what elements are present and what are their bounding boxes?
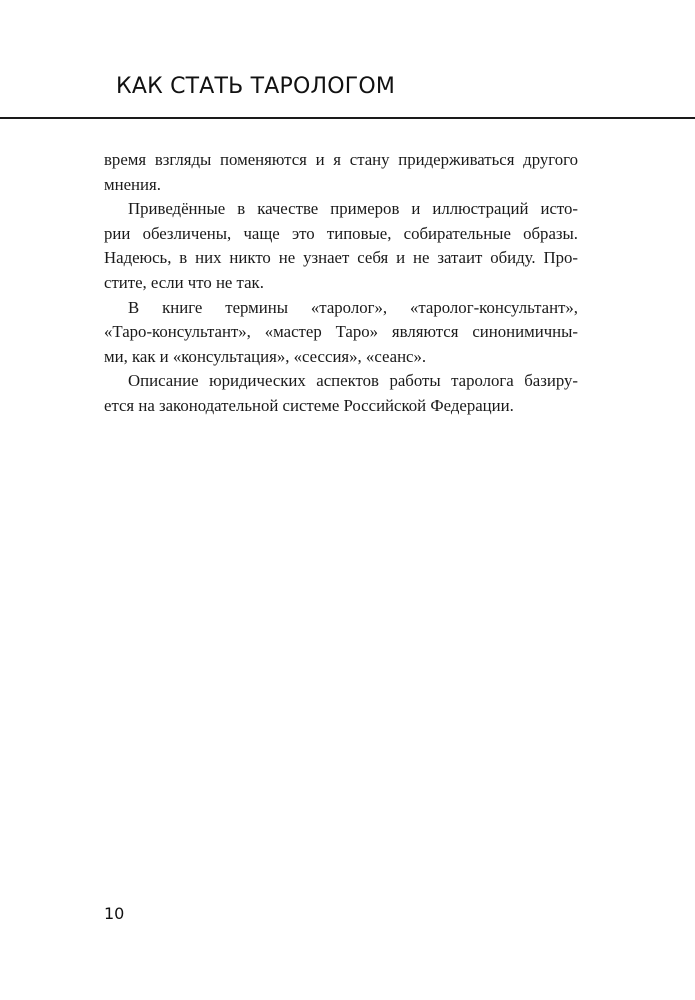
page-number: 10: [104, 904, 125, 923]
paragraph: [104, 296, 578, 370]
text-line: ми, как и «консультация», «сессия», «сеанс».: [104, 346, 427, 366]
text-line: Приведённые в качестве примеров и иллюстраций исто-: [128, 199, 578, 219]
body-text: [104, 148, 578, 419]
text-line: Описание юридических аспектов работы таролога базиру-: [128, 371, 578, 391]
paragraph: [104, 197, 578, 295]
text-line: стите, если что не так.: [104, 272, 264, 292]
text-line: ется на законодательной системе Российской Федерации.: [104, 395, 514, 415]
header-rule: [0, 117, 695, 119]
text-line: Надеюсь, в них никто не узнает себя и не затаит обиду. Про-: [104, 248, 578, 268]
text-line: рии обезличены, чаще это типовые, собирательные образы.: [104, 223, 578, 243]
text-line: В книге термины «таролог», «таролог-консультант»,: [128, 297, 578, 317]
paragraph: [104, 369, 578, 418]
running-head-title: КАК СТАТЬ ТАРОЛОГОМ: [116, 74, 396, 99]
paragraph: [104, 148, 578, 197]
text-line: мнения.: [104, 174, 161, 194]
text-line: время взгляды поменяются и я стану придерживаться другого: [104, 150, 578, 169]
text-line: «Таро-консультант», «мастер Таро» являются синонимичны-: [104, 322, 578, 342]
